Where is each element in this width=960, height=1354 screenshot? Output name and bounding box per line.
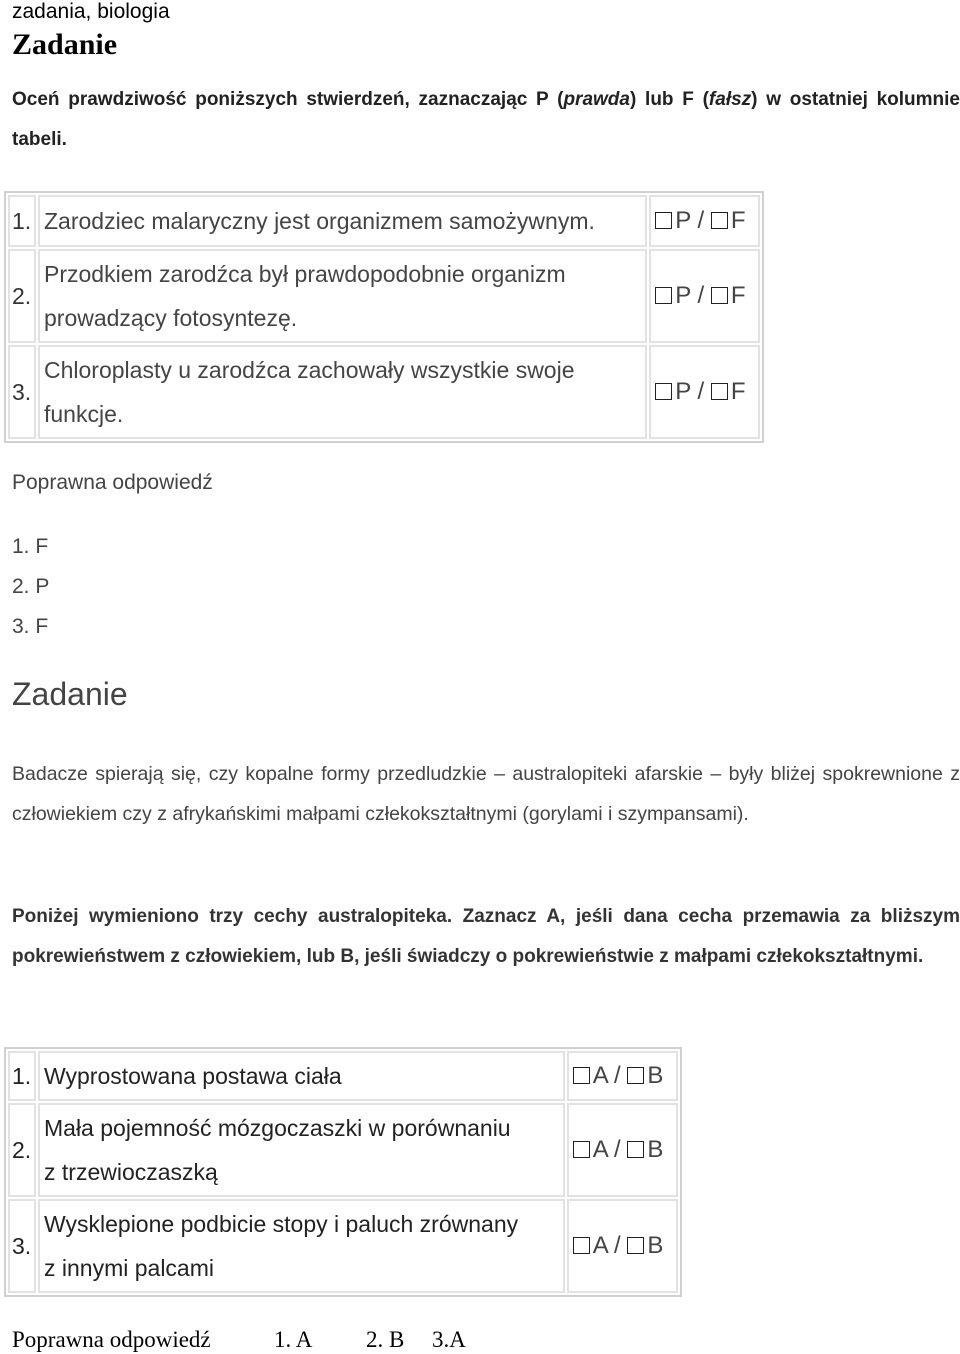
task2-instruction: Poniżej wymieniono trzy cechy australopiteka. Zaznacz A, jeśli dana cecha przemawia za bliższym pokrewieństwem z człowiekiem, lub B, jeśli świadczy o pokrewieństwie z małpami człekokształtnymi. [12, 906, 960, 967]
checkbox-b[interactable] [627, 1141, 644, 1158]
trait: Wyprostowana postawa ciała [38, 1051, 565, 1101]
checkbox-a[interactable] [573, 1141, 590, 1158]
category-tags: zadania, biologia [12, 0, 170, 23]
checkbox-a[interactable] [573, 1237, 590, 1254]
row-number: 3. [8, 1199, 36, 1293]
trait: Wysklepione podbicie stopy i paluch zrównany z innymi palcami [38, 1199, 565, 1293]
answer-options: A / B [567, 1199, 678, 1293]
checkbox-p[interactable] [655, 287, 672, 304]
answer-options: A / B [567, 1103, 678, 1197]
statement: Zarodziec malaryczny jest organizmem samożywnym. [38, 195, 647, 247]
answer-item: 3. F [12, 615, 49, 638]
answer-options: P / F [649, 345, 760, 439]
task2-table [4, 1047, 682, 1297]
table-row [8, 1051, 678, 1101]
checkbox-f[interactable] [711, 287, 728, 304]
task2-paragraph: Badacze spierają się, czy kopalne formy przedludzkie – australopiteki afarskie – były bliżej spokrewnione z człowiekiem czy z afrykańskimi małpami człekokształtnymi (gorylami i szympansami). [12, 763, 960, 825]
answer-item: 2. P [12, 575, 50, 598]
row-number: 1. [8, 195, 36, 247]
trait: Mała pojemność mózgoczaszki w porównaniu z trzewioczaszką [38, 1103, 565, 1197]
checkbox-b[interactable] [627, 1237, 644, 1254]
answer-options: P / F [649, 249, 760, 343]
page-title: Zadanie [12, 28, 118, 61]
row-number: 1. [8, 1051, 36, 1101]
answer-item: 1. F [12, 535, 49, 558]
table-row [8, 345, 760, 439]
final-answer [12, 1326, 466, 1354]
row-number: 3. [8, 345, 36, 439]
answer-label: Poprawna odpowiedź [12, 1327, 211, 1352]
task1-table [4, 191, 764, 443]
table-row [8, 1199, 678, 1293]
row-number: 2. [8, 1103, 36, 1197]
checkbox-f[interactable] [711, 212, 728, 229]
checkbox-b[interactable] [627, 1067, 644, 1084]
table-row [8, 1103, 678, 1197]
answer-label: Poprawna odpowiedź [12, 471, 213, 494]
answer-options: P / F [649, 195, 760, 247]
answer-options: A / B [567, 1051, 678, 1101]
answer-item: 1. A [274, 1327, 313, 1352]
checkbox-f[interactable] [711, 383, 728, 400]
checkbox-p[interactable] [655, 383, 672, 400]
checkbox-p[interactable] [655, 212, 672, 229]
statement: Chloroplasty u zarodźca zachowały wszystkie swoje funkcje. [38, 345, 647, 439]
table-row [8, 195, 760, 247]
task2-title: Zadanie [12, 676, 128, 712]
answer-item: 3.A [432, 1327, 466, 1352]
answer-item: 2. B [366, 1327, 405, 1352]
statement: Przodkiem zarodźca był prawdopodobnie organizm prowadzący fotosyntezę. [38, 249, 647, 343]
checkbox-a[interactable] [573, 1067, 590, 1084]
task1-instruction: Oceń prawdziwość poniższych stwierdzeń, zaznaczając P (prawda) lub F (fałsz) w ostatniej kolumnie tabeli. [12, 89, 960, 150]
row-number: 2. [8, 249, 36, 343]
table-row [8, 249, 760, 343]
